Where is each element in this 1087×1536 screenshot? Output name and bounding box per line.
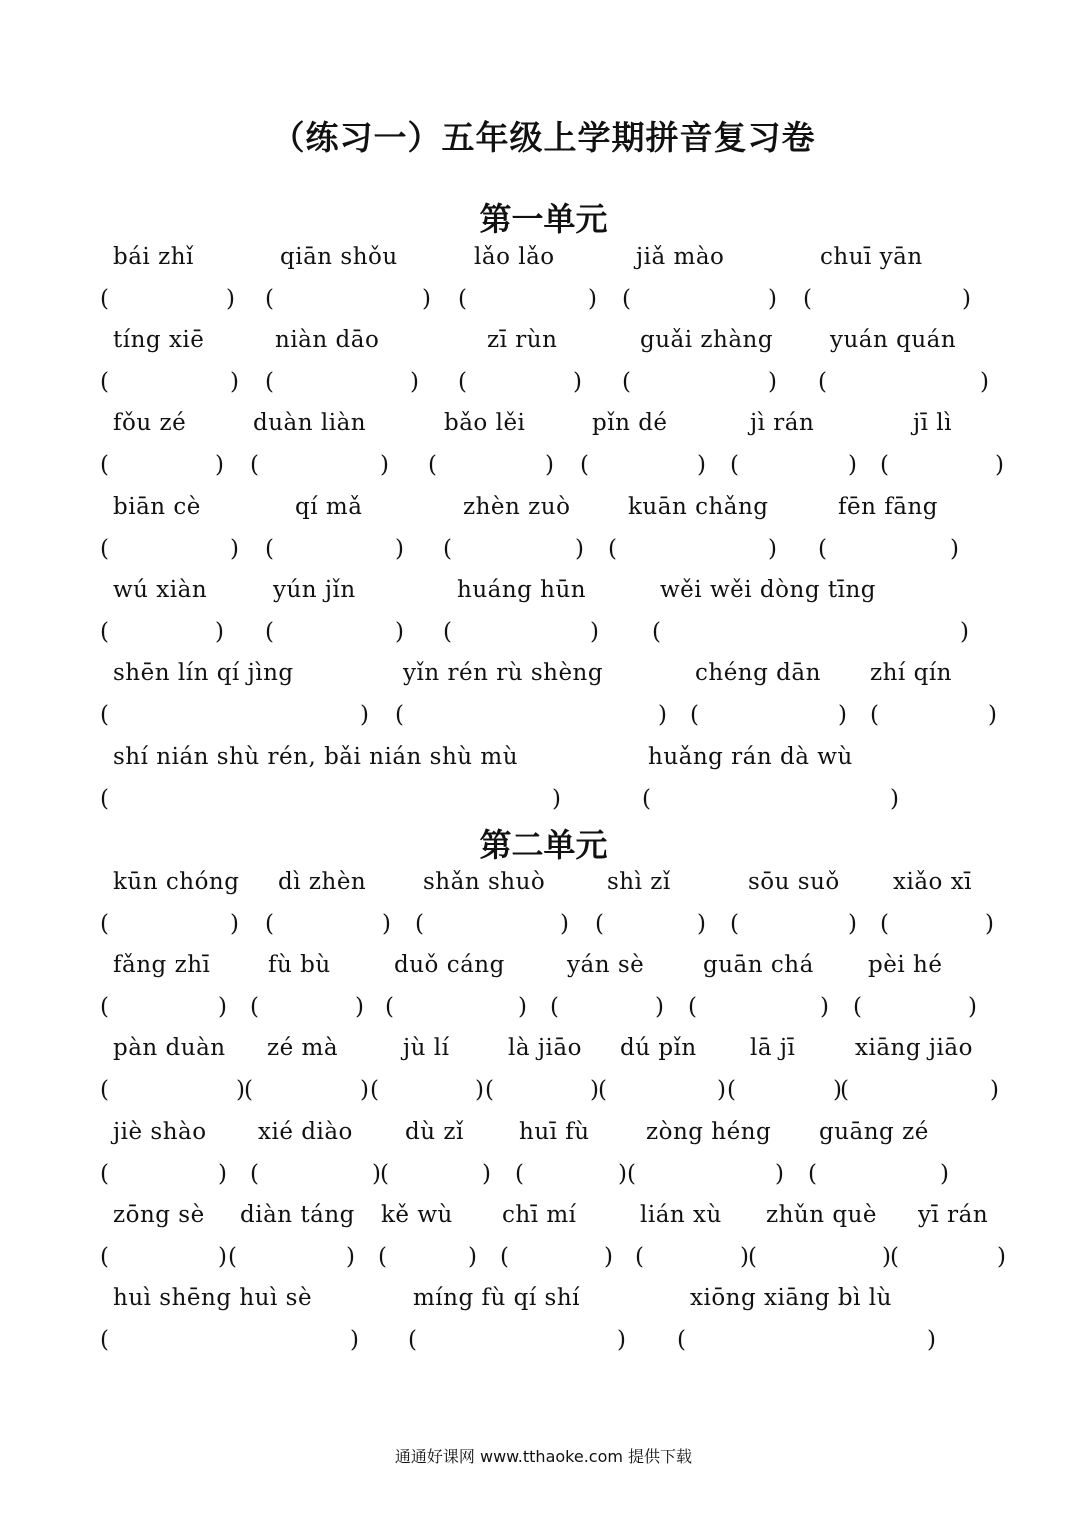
answer-bracket-open: ( <box>100 1327 109 1353</box>
answer-bracket-open: ( <box>635 1244 644 1270</box>
answer-bracket-open: ( <box>598 1077 607 1103</box>
answer-bracket-open: ( <box>890 1244 899 1270</box>
answer-bracket-open: ( <box>627 1161 636 1187</box>
pinyin-word: fǒu zé <box>113 410 187 436</box>
answer-bracket-open: ( <box>840 1077 849 1103</box>
answer-bracket-close: ) <box>838 702 847 728</box>
unit2-title: 第二单元 <box>479 826 608 864</box>
pinyin-word: yún jǐn <box>273 577 356 603</box>
pinyin-word: míng fù qí shí <box>413 1285 581 1311</box>
answer-bracket-close: ) <box>218 1244 227 1270</box>
answer-bracket-open: ( <box>265 536 274 562</box>
pinyin-word: chéng dān <box>695 660 821 686</box>
pinyin-word: guān chá <box>703 952 814 978</box>
answer-bracket-close: ) <box>350 1327 359 1353</box>
answer-bracket-close: ) <box>997 1244 1006 1270</box>
answer-bracket-open: ( <box>428 452 437 478</box>
answer-bracket-close: ) <box>995 452 1004 478</box>
answer-bracket-close: ) <box>382 911 391 937</box>
pinyin-word: huì shēng huì sè <box>113 1285 313 1311</box>
pinyin-word: pàn duàn <box>113 1035 226 1061</box>
answer-bracket-close: ) <box>768 369 777 395</box>
answer-bracket-close: ) <box>882 1244 891 1270</box>
answer-bracket-close: ) <box>588 286 597 312</box>
pinyin-word: zhèn zuò <box>463 494 571 520</box>
pinyin-word: yī rán <box>918 1202 989 1228</box>
answer-bracket-close: ) <box>590 1077 599 1103</box>
pinyin-word: kūn chóng <box>113 869 240 895</box>
answer-bracket-close: ) <box>475 1077 484 1103</box>
pinyin-word: zé mà <box>267 1035 339 1061</box>
pinyin-word: guǎi zhàng <box>640 327 774 353</box>
answer-bracket-open: ( <box>808 1161 817 1187</box>
pinyin-word: dú pǐn <box>620 1035 697 1061</box>
answer-bracket-close: ) <box>960 619 969 645</box>
pinyin-word: xiāng jiāo <box>855 1035 973 1061</box>
answer-bracket-close: ) <box>226 286 235 312</box>
answer-bracket-open: ( <box>378 1244 387 1270</box>
answer-bracket-close: ) <box>768 286 777 312</box>
answer-bracket-open: ( <box>265 369 274 395</box>
answer-bracket-open: ( <box>580 452 589 478</box>
pinyin-word: jī lì <box>913 410 953 436</box>
answer-bracket-open: ( <box>100 1077 109 1103</box>
answer-bracket-close: ) <box>848 911 857 937</box>
answer-bracket-close: ) <box>360 1077 369 1103</box>
pinyin-word: niàn dāo <box>275 327 380 353</box>
pinyin-word: yǐn rén rù shèng <box>403 660 604 686</box>
answer-bracket-close: ) <box>560 911 569 937</box>
pinyin-word: xiōng xiāng bì lù <box>690 1285 892 1311</box>
pinyin-word: pèi hé <box>868 952 943 978</box>
answer-bracket-open: ( <box>730 911 739 937</box>
pinyin-word: biān cè <box>113 494 201 520</box>
answer-bracket-open: ( <box>380 1161 389 1187</box>
answer-bracket-close: ) <box>618 1161 627 1187</box>
pinyin-word: huáng hūn <box>457 577 587 603</box>
pinyin-word: zōng sè <box>113 1202 205 1228</box>
answer-bracket-open: ( <box>870 702 879 728</box>
answer-bracket-close: ) <box>717 1077 726 1103</box>
answer-bracket-open: ( <box>880 911 889 937</box>
answer-bracket-open: ( <box>443 536 452 562</box>
answer-bracket-open: ( <box>690 702 699 728</box>
answer-bracket-close: ) <box>395 536 404 562</box>
answer-bracket-open: ( <box>408 1327 417 1353</box>
answer-bracket-close: ) <box>482 1161 491 1187</box>
answer-bracket-close: ) <box>988 702 997 728</box>
pinyin-word: kě wù <box>381 1202 453 1228</box>
pinyin-word: fēn fāng <box>838 494 939 520</box>
pinyin-word: yuán quán <box>830 327 957 353</box>
answer-bracket-close: ) <box>230 369 239 395</box>
answer-bracket-open: ( <box>677 1327 686 1353</box>
answer-bracket-close: ) <box>848 452 857 478</box>
answer-bracket-close: ) <box>552 786 561 812</box>
answer-bracket-close: ) <box>360 702 369 728</box>
pinyin-word: jù lí <box>403 1035 450 1061</box>
pinyin-word: qí mǎ <box>295 494 363 520</box>
answer-bracket-open: ( <box>385 994 394 1020</box>
answer-bracket-open: ( <box>595 911 604 937</box>
unit1-title: 第一单元 <box>479 200 608 238</box>
answer-bracket-close: ) <box>236 1077 245 1103</box>
pinyin-word: shēn lín qí jìng <box>113 660 294 686</box>
footer-text: 通通好课网 www.tthaoke.com 提供下载 <box>394 1447 693 1466</box>
pinyin-word: wěi wěi dòng tīng <box>660 577 876 603</box>
pinyin-word: chuī yān <box>820 244 923 270</box>
answer-bracket-open: ( <box>515 1161 524 1187</box>
pinyin-word: huī fù <box>519 1119 590 1145</box>
pinyin-word: kuān chǎng <box>628 494 769 520</box>
answer-bracket-close: ) <box>833 1077 842 1103</box>
pinyin-word: dù zǐ <box>405 1119 464 1145</box>
answer-bracket-open: ( <box>100 452 109 478</box>
answer-bracket-open: ( <box>100 911 109 937</box>
answer-bracket-open: ( <box>250 1161 259 1187</box>
answer-bracket-close: ) <box>775 1161 784 1187</box>
pinyin-word: jì rán <box>750 410 815 436</box>
answer-bracket-open: ( <box>727 1077 736 1103</box>
answer-bracket-close: ) <box>230 536 239 562</box>
answer-bracket-open: ( <box>803 286 812 312</box>
pinyin-word: duàn liàn <box>253 410 367 436</box>
answer-bracket-close: ) <box>575 536 584 562</box>
answer-bracket-open: ( <box>100 619 109 645</box>
answer-bracket-close: ) <box>940 1161 949 1187</box>
answer-bracket-close: ) <box>617 1327 626 1353</box>
answer-bracket-open: ( <box>818 369 827 395</box>
answer-bracket-open: ( <box>622 369 631 395</box>
pinyin-word: shí nián shù rén, bǎi nián shù mù <box>113 744 519 770</box>
answer-bracket-close: ) <box>968 994 977 1020</box>
answer-bracket-close: ) <box>890 786 899 812</box>
pinyin-word: bǎo lěi <box>444 410 526 436</box>
answer-bracket-open: ( <box>485 1077 494 1103</box>
answer-bracket-close: ) <box>927 1327 936 1353</box>
answer-bracket-close: ) <box>395 619 404 645</box>
pinyin-word: chī mí <box>502 1202 577 1228</box>
answer-bracket-close: ) <box>215 452 224 478</box>
answer-bracket-open: ( <box>748 1244 757 1270</box>
answer-bracket-close: ) <box>218 1161 227 1187</box>
answer-bracket-open: ( <box>642 786 651 812</box>
pinyin-word: tíng xiē <box>113 327 205 353</box>
answer-bracket-open: ( <box>853 994 862 1020</box>
pinyin-word: diàn táng <box>240 1202 355 1228</box>
pinyin-word: xié diào <box>258 1119 353 1145</box>
answer-bracket-open: ( <box>244 1077 253 1103</box>
pinyin-word: duǒ cáng <box>394 952 505 978</box>
pinyin-word: zī rùn <box>487 327 558 353</box>
answer-bracket-open: ( <box>880 452 889 478</box>
answer-bracket-close: ) <box>985 911 994 937</box>
answer-bracket-open: ( <box>100 1161 109 1187</box>
pinyin-word: dì zhèn <box>278 869 367 895</box>
answer-bracket-close: ) <box>422 286 431 312</box>
answer-bracket-close: ) <box>768 536 777 562</box>
answer-bracket-open: ( <box>395 702 404 728</box>
pinyin-word: sōu suǒ <box>748 869 840 895</box>
pinyin-word: jiè shào <box>113 1119 207 1145</box>
answer-bracket-open: ( <box>550 994 559 1020</box>
answer-bracket-close: ) <box>518 994 527 1020</box>
answer-bracket-open: ( <box>250 994 259 1020</box>
pinyin-word: zòng héng <box>646 1119 772 1145</box>
answer-bracket-open: ( <box>458 369 467 395</box>
answer-bracket-open: ( <box>458 286 467 312</box>
answer-bracket-close: ) <box>573 369 582 395</box>
answer-bracket-close: ) <box>697 911 706 937</box>
pinyin-word: fù bù <box>268 952 331 978</box>
pinyin-word: zhǔn què <box>766 1202 878 1228</box>
answer-bracket-open: ( <box>100 286 109 312</box>
answer-bracket-open: ( <box>265 911 274 937</box>
answer-bracket-open: ( <box>100 369 109 395</box>
answer-bracket-close: ) <box>372 1161 381 1187</box>
answer-bracket-open: ( <box>443 619 452 645</box>
pinyin-word: guāng zé <box>819 1119 929 1145</box>
answer-bracket-close: ) <box>468 1244 477 1270</box>
answer-bracket-open: ( <box>818 536 827 562</box>
answer-bracket-open: ( <box>622 286 631 312</box>
answer-bracket-close: ) <box>990 1077 999 1103</box>
pinyin-word: là jiāo <box>508 1035 582 1061</box>
answer-bracket-open: ( <box>730 452 739 478</box>
pinyin-word: lǎo lǎo <box>474 244 555 270</box>
answer-bracket-close: ) <box>380 452 389 478</box>
pinyin-word: shǎn shuò <box>423 869 546 895</box>
answer-bracket-close: ) <box>355 994 364 1020</box>
answer-bracket-close: ) <box>545 452 554 478</box>
pinyin-word: pǐn dé <box>592 410 668 436</box>
answer-bracket-open: ( <box>250 452 259 478</box>
answer-bracket-close: ) <box>590 619 599 645</box>
answer-bracket-close: ) <box>655 994 664 1020</box>
answer-bracket-close: ) <box>980 369 989 395</box>
pinyin-word: wú xiàn <box>113 577 208 603</box>
answer-bracket-close: ) <box>962 286 971 312</box>
pinyin-word: shì zǐ <box>607 869 671 895</box>
answer-bracket-open: ( <box>688 994 697 1020</box>
answer-bracket-open: ( <box>265 286 274 312</box>
answer-bracket-close: ) <box>697 452 706 478</box>
answer-bracket-close: ) <box>658 702 667 728</box>
pinyin-word: xiǎo xī <box>893 869 973 895</box>
answer-bracket-close: ) <box>230 911 239 937</box>
pinyin-word: zhí qín <box>870 660 952 686</box>
answer-bracket-close: ) <box>820 994 829 1020</box>
answer-bracket-open: ( <box>100 702 109 728</box>
answer-bracket-open: ( <box>608 536 617 562</box>
answer-bracket-open: ( <box>228 1244 237 1270</box>
answer-bracket-close: ) <box>740 1244 749 1270</box>
answer-bracket-close: ) <box>604 1244 613 1270</box>
answer-bracket-open: ( <box>500 1244 509 1270</box>
answer-bracket-open: ( <box>100 994 109 1020</box>
answer-bracket-open: ( <box>100 1244 109 1270</box>
pinyin-word: yán sè <box>567 952 645 978</box>
answer-bracket-open: ( <box>652 619 661 645</box>
answer-bracket-close: ) <box>218 994 227 1020</box>
pinyin-word: jiǎ mào <box>636 244 725 270</box>
answer-bracket-close: ) <box>950 536 959 562</box>
answer-bracket-open: ( <box>415 911 424 937</box>
answer-bracket-open: ( <box>100 536 109 562</box>
pinyin-word: qiān shǒu <box>280 244 398 270</box>
answer-bracket-close: ) <box>215 619 224 645</box>
answer-bracket-close: ) <box>410 369 419 395</box>
pinyin-word: lā jī <box>750 1035 796 1061</box>
answer-bracket-close: ) <box>346 1244 355 1270</box>
pinyin-word: bái zhǐ <box>113 244 194 270</box>
pinyin-word: huǎng rán dà wù <box>648 744 853 770</box>
pinyin-word: lián xù <box>640 1202 722 1228</box>
answer-bracket-open: ( <box>265 619 274 645</box>
answer-bracket-open: ( <box>100 786 109 812</box>
answer-bracket-open: ( <box>370 1077 379 1103</box>
pinyin-word: fǎng zhī <box>113 952 211 978</box>
page-title: （练习一）五年级上学期拼音复习卷 <box>271 118 816 157</box>
